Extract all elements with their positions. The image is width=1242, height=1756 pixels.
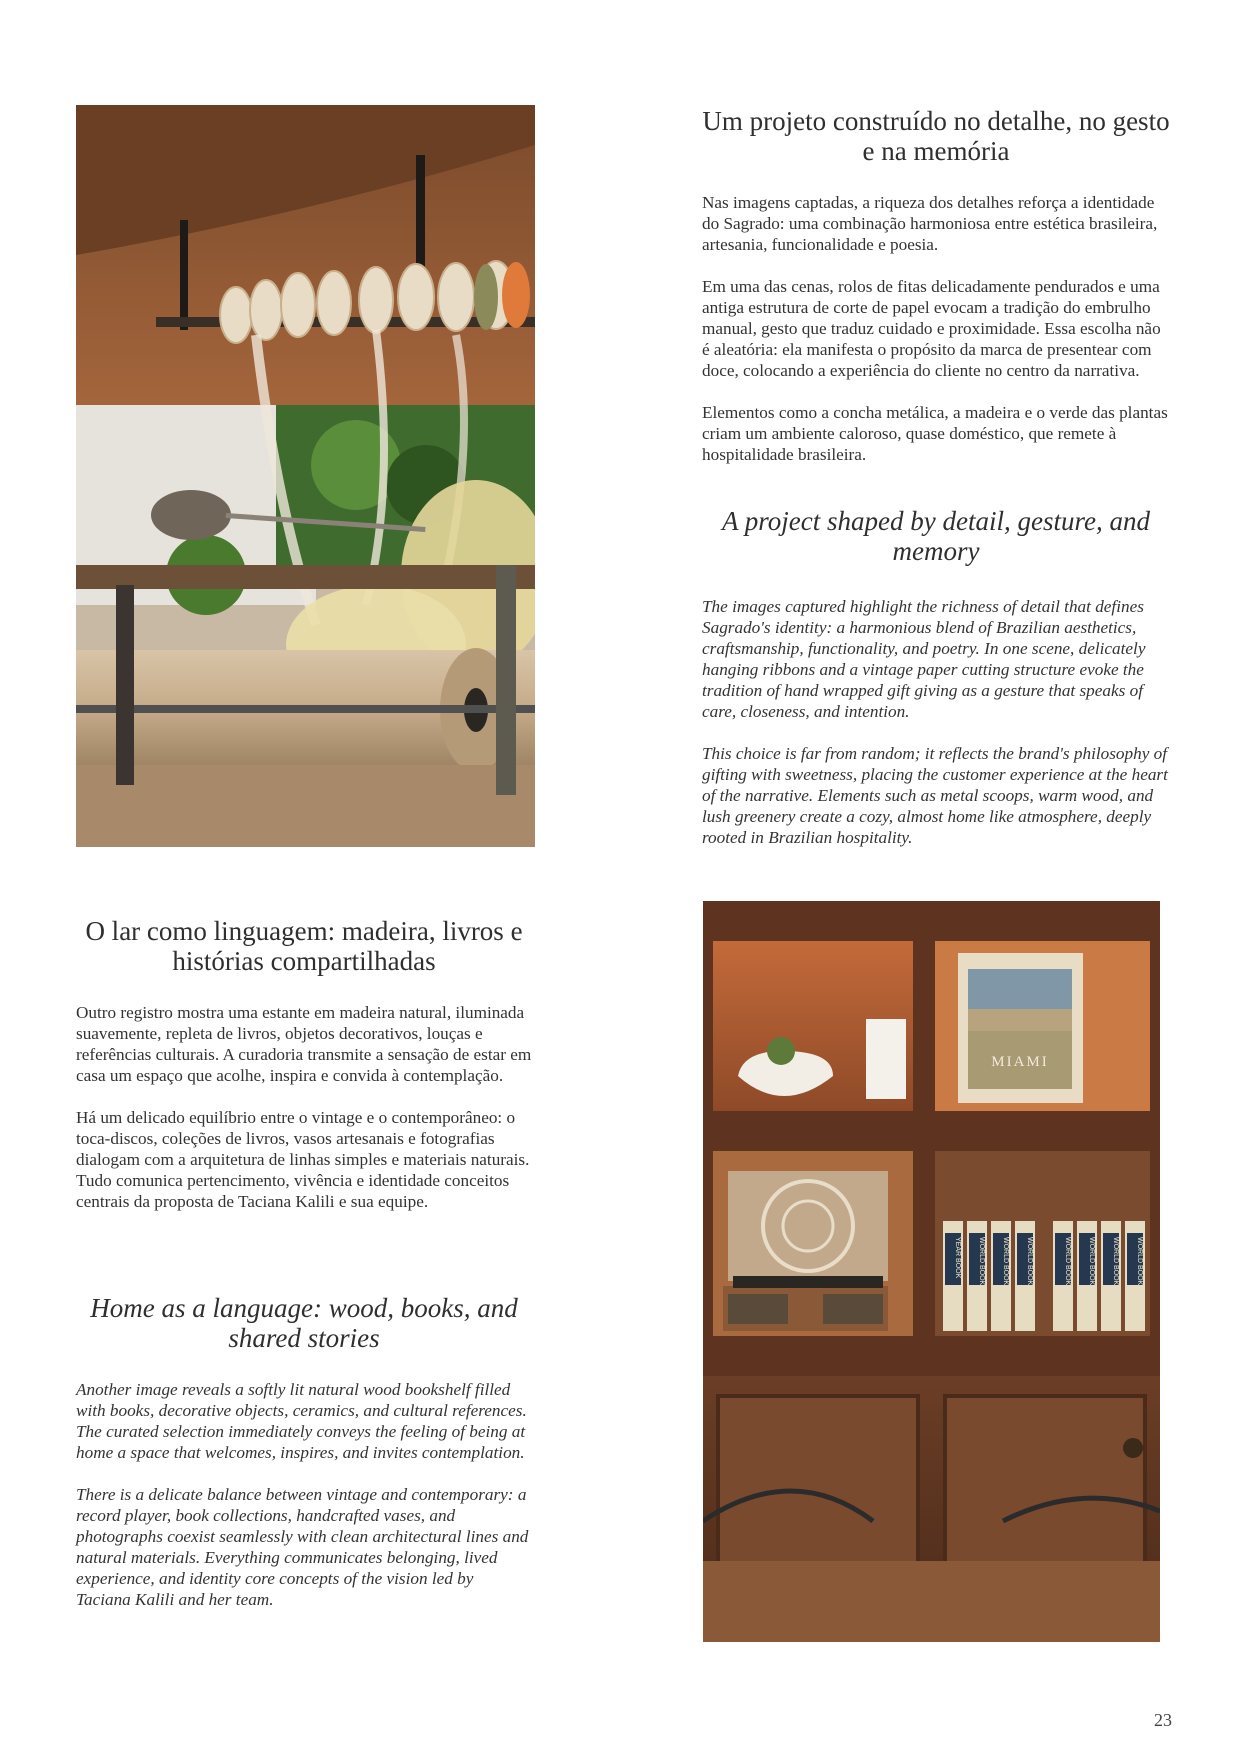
book-spine [967, 1221, 987, 1331]
paragraph: Another image reveals a softly lit natural wood bookshelf filled with books, decorative objects, ceramics, and cultural references. The curated selection immediately conveys the feeling of being at home a space that welcomes, inspires, and invites contemplation. [76, 1380, 527, 1462]
paragraph: Nas imagens captadas, a riqueza dos detalhes reforça a identidade do Sagrado: uma combinação harmoniosa entre estética brasileira, artesania, funcionalidade e poesia. [702, 193, 1158, 254]
paragraph: Outro registro mostra uma estante em madeira natural, iluminada suavemente, repleta de livros, objetos decorativos, louças e referências culturais. A curadoria transmite a sensação de estar em casa um espaço que acolhe, inspira e convida à contemplação. [76, 1003, 532, 1085]
book-spine-label: WORLD BOOK [1026, 1237, 1033, 1286]
book-spine-label: WORLD BOOK [1112, 1237, 1119, 1286]
section-title: Home as a language: wood, books, and shared stories [90, 1293, 518, 1353]
book-spine-label: WORLD BOOK [978, 1237, 985, 1286]
en-section-2 [76, 1293, 532, 1631]
paragraph: There is a delicate balance between vintage and contemporary: a record player, book collections, handcrafted vases, and photographs coexist seamlessly with clean architectural lines and natural materials. Everything communicates belonging, lived experience, and identity core concepts of the vision led by Taciana Kalili and her team. [76, 1485, 529, 1609]
pt-section-1 [702, 106, 1170, 486]
book-spine-label: WORLD BOOK [1136, 1237, 1143, 1286]
book-spine [1125, 1221, 1145, 1331]
pt-section-2 [76, 916, 532, 1233]
book-spine [1053, 1221, 1073, 1331]
paragraph: Elementos como a concha metálica, a madeira e o verde das plantas criam um ambiente caloroso, quase doméstico, que remete à hospitalidade brasileira. [702, 403, 1168, 464]
book-spine [1015, 1221, 1035, 1331]
ribbons-paper-roll-photo [76, 105, 535, 847]
book-spine-label: YEAR BOOK [954, 1237, 961, 1279]
book-spine-label: WORLD BOOK [1088, 1237, 1095, 1286]
book-spine [943, 1221, 963, 1331]
book-spine-label: WORLD BOOK [1002, 1237, 1009, 1286]
section-title: O lar como linguagem: madeira, livros e histórias compartilhadas [85, 916, 523, 976]
paragraph: Há um delicado equilíbrio entre o vintage e o contemporâneo: o toca-discos, coleções de livros, vasos artesanais e fotografias dialogam com a arquitetura de linhas simples e materiais naturais. Tudo comunica pertencimento, vivência e identidade conceitos centrais da proposta de Taciana Kalili e sua equipe. [76, 1108, 530, 1211]
paragraph: Em uma das cenas, rolos de fitas delicadamente pendurados e uma antiga estrutura de corte de papel evocam a tradição do embrulho manual, gesto que traduz cuidado e proximidade. Essa escolha não é aleatória: ela manifesta o propósito da marca de presentear com doce, colocando a experiência do cliente no centro da narrativa. [702, 277, 1161, 380]
page-number: 23 [1154, 1710, 1172, 1730]
book-spine [1077, 1221, 1097, 1331]
paragraph: This choice is far from random; it reflects the brand's philosophy of gifting with sweetness, placing the customer experience at the heart of the narrative. Elements such as metal scoops, warm wood, and lush greenery create a cozy, almost home like atmosphere, deeply rooted in Brazilian hospitality. [702, 744, 1168, 847]
section-title: Um projeto construído no detalhe, no gesto e na memória [702, 106, 1170, 166]
paragraph: The images captured highlight the richness of detail that defines Sagrado's identity: a harmonious blend of Brazilian aesthetics, craftsmanship, functionality, and poetry. In one scene, delicately hanging ribbons and a vintage paper cutting structure evoke the tradition of hand wrapped gift giving as a gesture that speaks of care, closeness, and intention. [702, 597, 1146, 721]
book-spine [991, 1221, 1011, 1331]
book-spine [1101, 1221, 1121, 1331]
en-section-1 [702, 506, 1170, 869]
frame-text: MIAMI [991, 1054, 1049, 1070]
bookshelf-photo [703, 901, 1160, 1642]
book-spine-label: WORLD BOOK [1064, 1237, 1071, 1286]
section-title: A project shaped by detail, gesture, and memory [722, 506, 1150, 566]
